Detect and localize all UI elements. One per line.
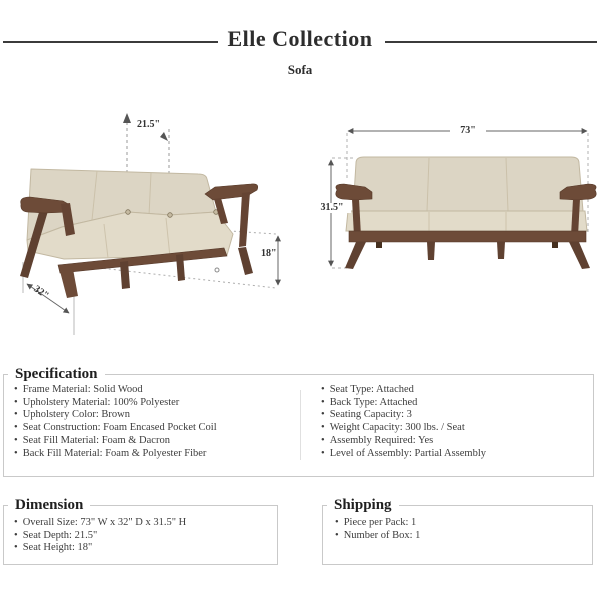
title-rule-right xyxy=(385,41,597,43)
spec-item: • Upholstery Color: Brown xyxy=(14,409,217,422)
dimension-item: • Seat Depth: 21.5" xyxy=(14,530,186,543)
spec-item: • Seating Capacity: 3 xyxy=(321,409,486,422)
dimension-list xyxy=(14,517,186,555)
sofa-front-view-figure xyxy=(300,105,600,340)
specification-right-list xyxy=(321,384,486,460)
dimension-item: • Seat Height: 18" xyxy=(14,542,186,555)
spec-item: • Seat Fill Material: Foam & Dacron xyxy=(14,435,217,448)
spec-item: • Seat Type: Attached xyxy=(321,384,486,397)
seat-depth-dim-label: 21.5" xyxy=(137,119,161,130)
spec-item: • Back Fill Material: Foam & Polyester Fiber xyxy=(14,448,217,461)
spec-item: • Upholstery Material: 100% Polyester xyxy=(14,397,217,410)
specification-column-divider xyxy=(300,390,301,460)
sofa-three-quarter-view-figure xyxy=(0,105,300,340)
spec-item: • Assembly Required: Yes xyxy=(321,435,486,448)
shipping-title: Shipping xyxy=(327,496,399,514)
height-dim-label: 31.5" xyxy=(313,203,351,213)
sofa-seat xyxy=(346,211,587,231)
shipping-item: • Piece per Pack: 1 xyxy=(335,517,420,530)
sofa-three-quarter-drawing xyxy=(0,105,300,340)
depth-dim-label: 32" xyxy=(31,283,51,302)
dimension-section xyxy=(3,497,278,565)
page-title: Elle Collection xyxy=(227,26,373,51)
spec-item: • Seat Construction: Foam Encased Pocket Coil xyxy=(14,422,217,435)
sofa-back xyxy=(353,157,583,211)
sofa-front-drawing xyxy=(300,105,600,340)
specification-section xyxy=(3,366,594,477)
page-subtitle: Sofa xyxy=(287,62,313,77)
width-dim-label: 73" xyxy=(450,126,486,136)
dimension-title: Dimension xyxy=(8,496,90,514)
specification-left-list xyxy=(14,384,217,460)
spec-item: • Back Type: Attached xyxy=(321,397,486,410)
spec-item: • Frame Material: Solid Wood xyxy=(14,384,217,397)
dimension-item: • Overall Size: 73" W x 32" D x 31.5" H xyxy=(14,517,186,530)
spec-item: • Weight Capacity: 300 lbs. / Seat xyxy=(321,422,486,435)
spec-item: • Level of Assembly: Partial Assembly xyxy=(321,448,486,461)
seat-height-dim-label: 18" xyxy=(261,248,277,259)
shipping-list xyxy=(335,517,420,542)
shipping-section xyxy=(322,497,593,565)
specification-title: Specification xyxy=(8,365,105,383)
shipping-item: • Number of Box: 1 xyxy=(335,530,420,543)
